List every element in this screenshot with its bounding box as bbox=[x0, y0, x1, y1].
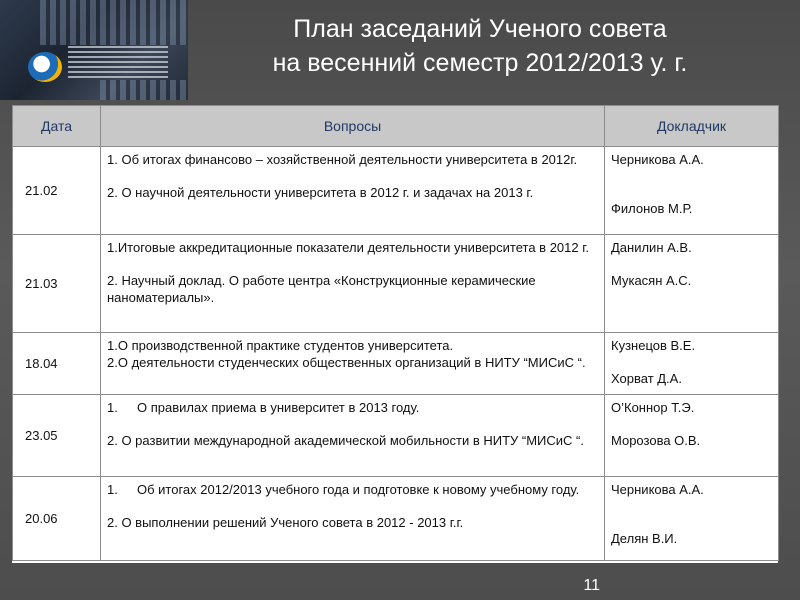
column-header-date: Дата bbox=[13, 106, 101, 147]
column-header-speaker: Докладчик bbox=[605, 106, 779, 147]
slide-header bbox=[0, 0, 800, 100]
row-questions bbox=[101, 147, 605, 235]
row-date: 18.04 bbox=[13, 333, 101, 395]
misis-logo-icon bbox=[28, 52, 62, 82]
title-line-1: План заседаний Ученого совета bbox=[293, 15, 667, 43]
question-text: О правилах приема в университет в 2013 году. bbox=[137, 400, 420, 415]
table-row bbox=[13, 147, 779, 235]
column-header-questions: Вопросы bbox=[101, 106, 605, 147]
speaker-name: Данилин А.В. bbox=[611, 240, 692, 255]
row-questions bbox=[101, 333, 605, 395]
building-windows bbox=[40, 0, 188, 45]
row-speakers bbox=[605, 147, 779, 235]
row-date: 21.03 bbox=[13, 235, 101, 333]
schedule-table-container bbox=[12, 105, 778, 563]
row-date: 23.05 bbox=[13, 395, 101, 477]
speaker-name: Черникова А.А. bbox=[611, 482, 704, 497]
question-text: Об итогах 2012/2013 учебного года и подготовке к новому учебному году. bbox=[137, 482, 580, 497]
table-header-row bbox=[13, 106, 779, 147]
speaker-name: Хорват Д.А. bbox=[611, 371, 682, 386]
table-row bbox=[13, 395, 779, 477]
speaker-name: Кузнецов В.Е. bbox=[611, 338, 696, 353]
question-item: 1. Об итогах финансово – хозяйственной деятельности университета в 2012г. bbox=[107, 152, 578, 167]
list-number: 1. bbox=[107, 400, 118, 415]
question-item bbox=[107, 399, 598, 416]
question-item: 1.Итоговые аккредитационные показатели деятельности университета в 2012 г. bbox=[107, 240, 589, 255]
building-sign bbox=[68, 46, 168, 80]
row-questions bbox=[101, 395, 605, 477]
table-row bbox=[13, 333, 779, 395]
question-item: 2.О деятельности студенческих общественных организаций в НИТУ “МИСиС “. bbox=[107, 355, 586, 370]
question-item: 2. О научной деятельности университета в 2012 г. и задачах на 2013 г. bbox=[107, 185, 534, 200]
question-item bbox=[107, 481, 598, 498]
title-line-2: на весенний семестр 2012/2013 у. г. bbox=[272, 49, 688, 77]
speaker-name: Черникова А.А. bbox=[611, 152, 704, 167]
row-date: 21.02 bbox=[13, 147, 101, 235]
schedule-table bbox=[12, 105, 779, 561]
question-item: 1.О производственной практике студентов университета. bbox=[107, 338, 454, 353]
building-windows-lower bbox=[100, 80, 188, 100]
list-number: 1. bbox=[107, 482, 118, 497]
slide-footer bbox=[0, 563, 800, 600]
question-item: 2. Научный доклад. О работе центра «Конструкционные керамические наноматериалы». bbox=[107, 273, 536, 305]
speaker-name: Делян В.И. bbox=[611, 531, 678, 546]
row-speakers bbox=[605, 395, 779, 477]
question-item: 2. О развитии международной академической мобильности в НИТУ “МИСиС “. bbox=[107, 433, 584, 448]
page-number: 11 bbox=[583, 577, 600, 594]
table-row bbox=[13, 235, 779, 333]
question-item: 2. О выполнении решений Ученого совета в 2012 - 2013 г.г. bbox=[107, 515, 464, 530]
table-row bbox=[13, 477, 779, 561]
row-date: 20.06 bbox=[13, 477, 101, 561]
row-speakers bbox=[605, 333, 779, 395]
speaker-name: Мукасян А.С. bbox=[611, 273, 692, 288]
row-speakers bbox=[605, 477, 779, 561]
row-speakers bbox=[605, 235, 779, 333]
university-building-photo bbox=[0, 0, 188, 100]
row-questions bbox=[101, 477, 605, 561]
page-title bbox=[200, 12, 760, 80]
row-questions bbox=[101, 235, 605, 333]
speaker-name: Филонов М.Р. bbox=[611, 201, 693, 216]
speaker-name: О’Коннор Т.Э. bbox=[611, 400, 695, 415]
speaker-name: Морозова О.В. bbox=[611, 433, 701, 448]
